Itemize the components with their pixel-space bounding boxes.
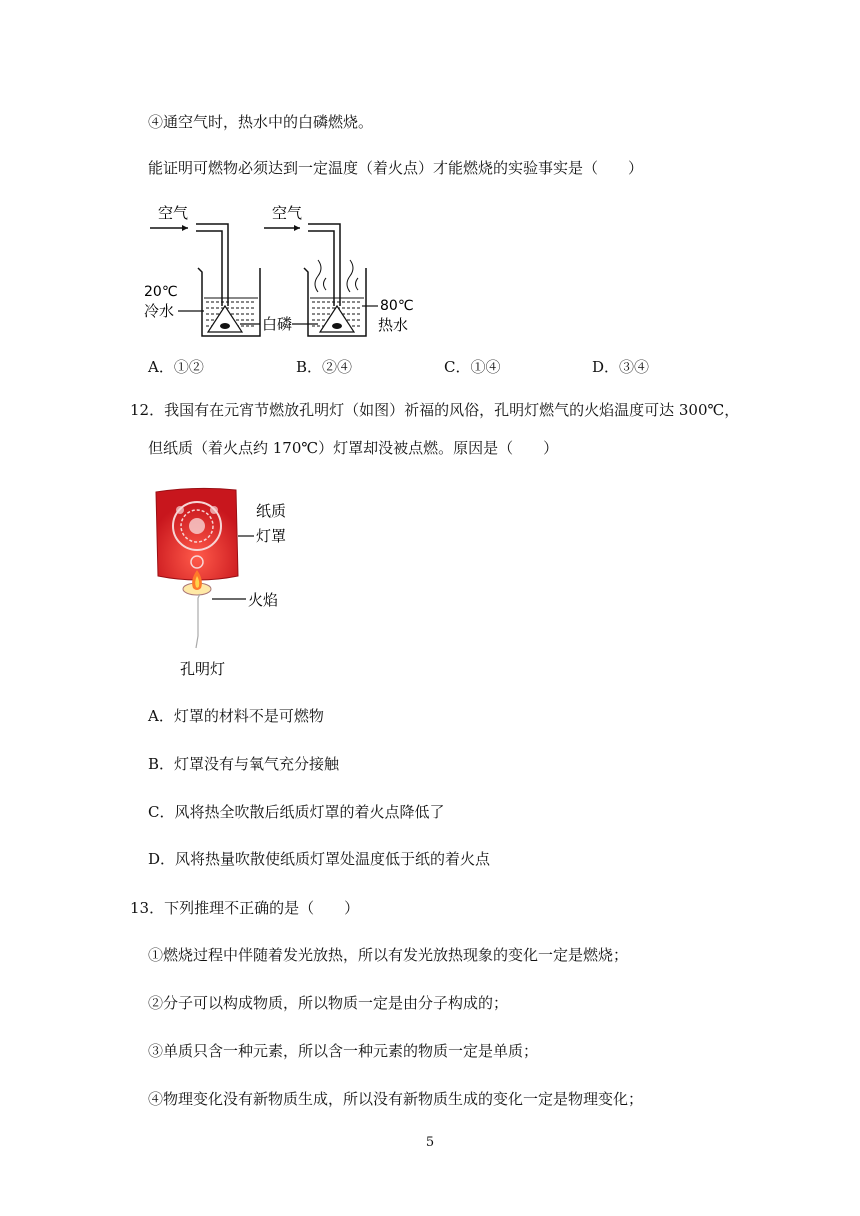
phosphorus-label: 白磷 — [262, 315, 293, 333]
page-number: 5 — [425, 1135, 435, 1150]
lantern-label: 孔明灯 — [180, 660, 226, 678]
q11-option-c: C．①④ — [444, 358, 501, 376]
beaker-experiment-figure — [140, 198, 430, 343]
q12-option-c: C．风将热全吹散后纸质灯罩的着火点降低了 — [148, 803, 445, 821]
q12-option-a: A．灯罩的材料不是可燃物 — [148, 707, 324, 725]
q11-option-d: D．③④ — [592, 358, 650, 376]
temp-label-right: 80℃ — [380, 298, 414, 314]
kongming-lantern-figure — [150, 486, 300, 681]
q13-statement-2: ②分子可以构成物质，所以物质一定是由分子构成的； — [148, 994, 509, 1012]
question-12-stem-line2: 但纸质（着火点约 170℃）灯罩却没被点燃。原因是（ ） — [148, 439, 559, 457]
air-label-right: 空气 — [272, 204, 303, 222]
temp-label-left: 20℃ — [144, 284, 178, 300]
q13-statement-4: ④物理变化没有新物质生成，所以没有新物质生成的变化一定是物理变化； — [148, 1090, 644, 1108]
q13-statement-3: ③单质只含一种元素，所以含一种元素的物质一定是单质； — [148, 1042, 539, 1060]
question-13-stem: 13．下列推理不正确的是（ ） — [130, 899, 360, 917]
question-12-stem-line1: 12．我国有在元宵节燃放孔明灯（如图）祈福的风俗，孔明灯燃气的火焰温度可达 300℃， — [130, 401, 740, 419]
q12-option-d: D．风将热量吹散使纸质灯罩处温度低于纸的着火点 — [148, 850, 491, 868]
water-label-left: 冷水 — [144, 302, 175, 320]
air-label-left: 空气 — [158, 204, 189, 222]
q11-option-b: B．②④ — [296, 358, 353, 376]
q12-option-b: B．灯罩没有与氧气充分接触 — [148, 755, 340, 773]
question-11-stem: 能证明可燃物必须达到一定温度（着火点）才能燃烧的实验事实是（ ） — [148, 159, 644, 177]
q13-statement-1: ①燃烧过程中伴随着发光放热，所以有发光放热现象的变化一定是燃烧； — [148, 946, 629, 964]
water-label-right: 热水 — [378, 316, 409, 334]
flame-label: 火焰 — [248, 591, 279, 609]
paper-shade-label-2: 灯罩 — [256, 527, 287, 545]
q11-option-a: A．①② — [148, 358, 204, 376]
q11-options — [148, 356, 708, 378]
statement-4: ④通空气时，热水中的白磷燃烧。 — [148, 113, 374, 131]
paper-shade-label-1: 纸质 — [256, 502, 287, 520]
